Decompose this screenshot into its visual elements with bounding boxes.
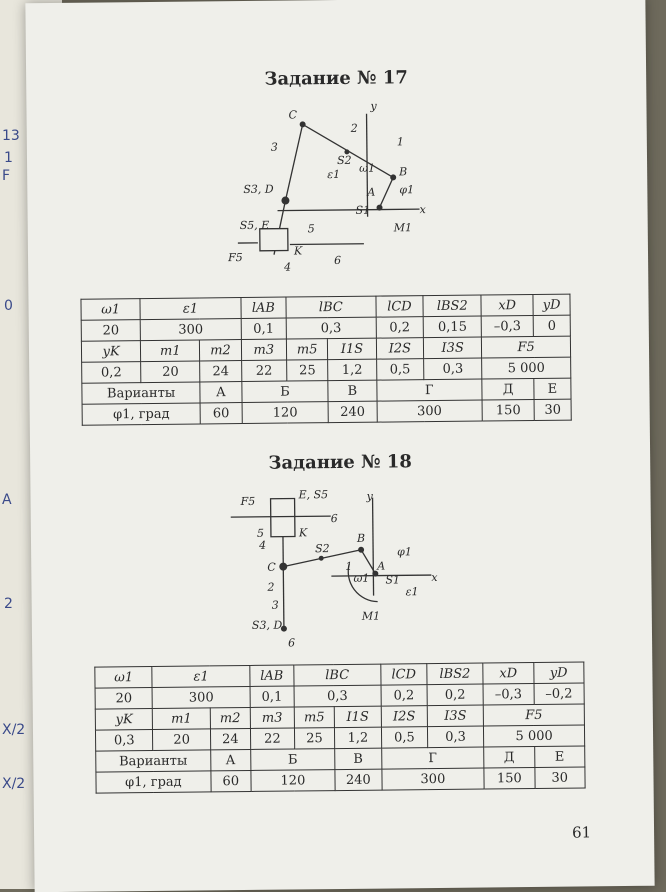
task17-label: 4 — [283, 261, 291, 274]
task17-label: 2 — [350, 122, 358, 135]
task18-label: A — [376, 560, 385, 573]
phi-cell: 240 — [328, 401, 376, 423]
variant-cell: В — [328, 380, 376, 402]
table-header: m1 — [141, 340, 200, 362]
table-header: I1S — [334, 706, 381, 727]
table-header: yD — [533, 662, 584, 684]
phi-cell: 150 — [484, 767, 535, 789]
task17-label: K — [293, 244, 303, 257]
phi-cell: 30 — [534, 767, 585, 789]
task18-label: ε1 — [405, 585, 418, 598]
task17-label: 5 — [308, 222, 315, 235]
table-cell: 25 — [294, 728, 334, 749]
table-header: lAB — [250, 665, 294, 686]
task17-label: 1 — [397, 135, 404, 148]
variant-cell: Е — [534, 378, 571, 399]
table-header: yK — [95, 708, 153, 730]
variant-cell: Д — [482, 378, 534, 400]
task18-label: C — [267, 561, 276, 574]
task17-label: 3 — [271, 141, 278, 154]
phi-cell: 60 — [200, 403, 242, 424]
table-header: I2S — [376, 338, 424, 359]
table-header: m1 — [153, 708, 210, 730]
task18-label: 2 — [266, 581, 274, 594]
table-cell: 24 — [210, 728, 250, 749]
table-header: m2 — [200, 340, 242, 361]
desk-note: 13 — [2, 128, 20, 144]
table-header: ω1 — [95, 666, 153, 688]
task18-label: S2 — [315, 542, 330, 555]
table-cell: 0,5 — [381, 727, 427, 748]
task18-label: 3 — [272, 599, 279, 612]
table-header: ω1 — [81, 299, 140, 321]
task18-label: E, S5 — [297, 488, 328, 501]
table-cell: 300 — [152, 686, 250, 708]
phi-cell: 150 — [482, 399, 534, 421]
table-header: ε1 — [152, 665, 250, 687]
table-cell: 0,3 — [294, 685, 381, 707]
task17-label: S5, E — [240, 219, 270, 232]
phi-cell: 300 — [382, 768, 485, 790]
desk-note: X/2 — [2, 776, 25, 792]
desk-note: X/2 — [2, 722, 25, 738]
task17-label: M1 — [393, 221, 412, 234]
table-cell: –0,3 — [481, 315, 533, 337]
task18-label: B — [356, 532, 365, 545]
table-header: lCD — [380, 664, 426, 685]
table-cell: 0,2 — [82, 362, 141, 384]
page-number: 61 — [572, 823, 591, 841]
table-cell: 0,15 — [423, 316, 481, 338]
variant-cell: Б — [251, 749, 335, 771]
desk-note: A — [2, 492, 12, 508]
table-cell: 0,3 — [95, 729, 153, 751]
task18-label: S1 — [385, 573, 400, 586]
task17-label: φ1 — [399, 183, 414, 196]
task17-label: x — [419, 203, 426, 216]
variant-cell: А — [200, 382, 242, 403]
phi-cell: 60 — [211, 770, 251, 791]
task17-parameters-table — [80, 294, 571, 426]
table-cell: 0,3 — [286, 317, 376, 339]
table-header: ε1 — [140, 298, 241, 320]
variant-cell: Г — [381, 747, 484, 769]
variant-cell: Г — [376, 379, 482, 401]
table-header: lBS2 — [427, 663, 483, 685]
table-cell: 20 — [95, 687, 153, 709]
table-cell: 0,1 — [250, 686, 294, 707]
table-header: I3S — [427, 705, 483, 727]
task17-label: ω1 — [359, 162, 375, 175]
task17-label: S1 — [355, 204, 370, 217]
task17-mechanism-diagram — [26, 89, 648, 275]
phi-cell: 240 — [335, 769, 382, 790]
table-header: lBC — [286, 296, 376, 318]
table-header: I1S — [328, 338, 376, 360]
table-cell: –0,2 — [534, 683, 585, 705]
table-header: yK — [81, 341, 140, 363]
table-header: lAB — [241, 297, 287, 318]
table-header: m2 — [210, 707, 250, 728]
table-cell: 25 — [287, 360, 329, 381]
task18-label: 6 — [288, 636, 295, 649]
table-header: m3 — [250, 707, 294, 728]
task18-label: K — [298, 526, 308, 539]
task17-label: S3, D — [243, 183, 274, 196]
task18-label: 4 — [258, 539, 266, 552]
table-header: m5 — [286, 339, 328, 360]
table-header: I2S — [381, 706, 427, 727]
task18-label: x — [431, 571, 438, 584]
table-cell: 5 000 — [482, 357, 571, 379]
task17-label: C — [288, 108, 297, 121]
desk-note: F — [2, 168, 10, 184]
task18-label: S3, D — [252, 619, 283, 632]
task18-label: φ1 — [397, 545, 412, 558]
table-cell: 0,2 — [376, 317, 424, 338]
table-header: m5 — [294, 707, 334, 728]
table-header: m3 — [241, 339, 287, 360]
task18-label: M1 — [361, 610, 380, 623]
variants-label: Варианты — [96, 750, 211, 772]
task17-label: ε1 — [327, 168, 340, 181]
task18-label: 6 — [331, 512, 338, 525]
task18-label: F5 — [240, 495, 256, 508]
table-cell: 300 — [140, 319, 241, 341]
table-header: xD — [483, 662, 534, 684]
table-header: yD — [533, 294, 570, 315]
task18-label: 1 — [345, 560, 352, 573]
table-header: lBC — [294, 664, 381, 686]
table-header: I3S — [424, 337, 482, 359]
desk-note: 1 — [4, 150, 13, 166]
table-cell: 24 — [200, 361, 242, 382]
table-cell: 0,2 — [427, 684, 483, 706]
variant-cell: Б — [241, 381, 328, 403]
task18-parameters-table — [94, 661, 585, 793]
phi-label: φ1, град — [82, 403, 200, 425]
phi-cell: 300 — [377, 400, 483, 422]
table-header: xD — [481, 294, 533, 316]
task17-label: S2 — [337, 154, 352, 167]
table-header: F5 — [482, 336, 571, 358]
table-cell: 0,5 — [376, 359, 424, 380]
variants-label: Варианты — [82, 382, 200, 404]
table-header: lBS2 — [423, 295, 481, 317]
table-cell: 0,3 — [424, 358, 482, 380]
document-page — [25, 0, 654, 892]
task18-label: ω1 — [353, 572, 369, 585]
task17-label: F5 — [227, 251, 243, 264]
table-cell: 20 — [81, 320, 140, 342]
task17-label: B — [398, 165, 407, 178]
task18-label: 5 — [257, 527, 264, 540]
variant-cell: Д — [484, 746, 535, 768]
variant-cell: А — [210, 749, 250, 770]
table-cell: 0,2 — [381, 685, 427, 706]
table-cell: –0,3 — [483, 683, 534, 705]
table-cell: 5 000 — [484, 725, 585, 747]
table-header: lCD — [375, 296, 423, 317]
table-cell: 1,2 — [334, 727, 381, 748]
table-cell: 20 — [153, 729, 210, 751]
phi-cell: 120 — [251, 770, 335, 792]
task17-label: A — [366, 186, 375, 199]
task18-title: Задание № 18 — [30, 449, 650, 476]
table-cell: 1,2 — [328, 359, 376, 381]
table-cell: 0,1 — [241, 318, 287, 339]
variant-cell: В — [335, 748, 382, 769]
desk-note: 0 — [4, 298, 13, 314]
phi-cell: 30 — [534, 399, 571, 420]
table-cell: 0,3 — [427, 726, 483, 748]
task17-label: y — [369, 100, 377, 113]
table-cell: 20 — [141, 361, 200, 383]
table-cell: 22 — [250, 728, 294, 749]
phi-label: φ1, град — [96, 771, 211, 793]
task18-mechanism-diagram — [30, 475, 652, 651]
desk-note: 2 — [4, 596, 13, 612]
task17-label: 6 — [334, 254, 341, 267]
task18-label: y — [365, 490, 373, 503]
phi-cell: 120 — [242, 402, 329, 424]
table-cell: 0 — [533, 315, 570, 336]
task17-title: Задание № 17 — [26, 65, 646, 92]
table-cell: 22 — [241, 360, 287, 381]
variant-cell: Е — [534, 746, 585, 768]
table-header: F5 — [483, 704, 584, 726]
